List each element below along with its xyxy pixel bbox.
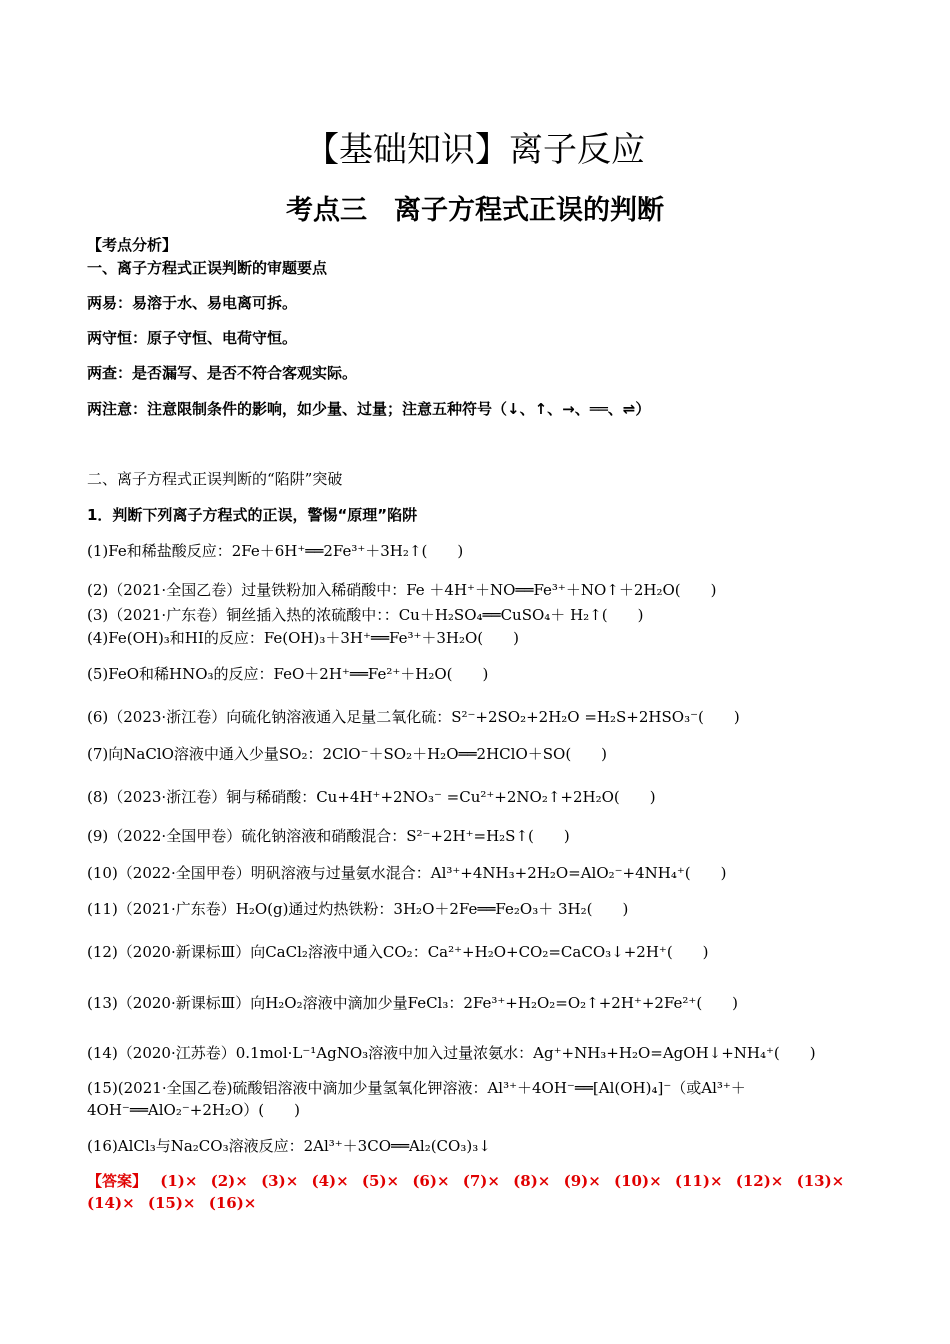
answer-key: 【答案】 (1)× (2)× (3)× (4)× (5)× (6)× (7)× (8)× (9)× (10)× (11)× (12)× (13)× (14)× (15)× (16)× (87, 1172, 845, 1212)
question-item: (1)Fe和稀盐酸反应：2Fe＋6H⁺══2Fe³⁺＋3H₂↑( ) (87, 542, 464, 560)
section1-item: 两查：是否漏写、是否不符合客观实际。 (87, 364, 358, 382)
question-item: (10)（2022·全国甲卷）明矾溶液与过量氨水混合：Al³⁺+4NH₃+2H₂O=AlO₂⁻+4NH₄⁺( ) (87, 864, 727, 882)
question-item: (15)(2021·全国乙卷)硫酸铝溶液中滴加少量氢氧化钾溶液：Al³⁺＋4OH⁻══[Al(OH)₄]⁻（或Al³⁺＋4OH⁻══AlO₂⁻+2H₂O）( ) (87, 1079, 746, 1119)
question-item: (5)FeO和稀HNO₃的反应：FeO＋2H⁺══Fe²⁺＋H₂O( ) (87, 665, 489, 683)
question-item: (13)（2020·新课标Ⅲ）向H₂O₂溶液中滴加少量FeCl₃：2Fe³⁺+H₂O₂=O₂↑+2H⁺+2Fe²⁺( ) (87, 994, 739, 1012)
page-subtitle: 考点三 离子方程式正误的判断 (286, 195, 664, 226)
question-item: (6)（2023·浙江卷）向硫化钠溶液通入足量二氧化硫：S²⁻+2SO₂+2H₂O =H₂S+2HSO₃⁻( ) (87, 708, 740, 726)
section1-item: 两守恒：原子守恒、电荷守恒。 (87, 329, 298, 347)
question-item: (11)（2021·广东卷）H₂O(g)通过灼热铁粉：3H₂O＋2Fe══Fe₂O₃＋ 3H₂( ) (87, 900, 629, 918)
question-item: (12)（2020·新课标Ⅲ）向CaCl₂溶液中通入CO₂：Ca²⁺+H₂O+CO₂=CaCO₃↓+2H⁺( ) (87, 943, 709, 961)
question-item: (2)（2021·全国乙卷）过量铁粉加入稀硝酸中：Fe ＋4H⁺＋NO══Fe³⁺＋NO↑＋2H₂O( ) (87, 581, 717, 599)
question-item: (7)向NaClO溶液中通入少量SO₂：2ClO⁻＋SO₂＋H₂O══2HClO＋SO( ) (87, 745, 608, 763)
question-item: (14)（2020·江苏卷）0.1mol·L⁻¹AgNO₃溶液中加入过量浓氨水：Ag⁺+NH₃+H₂O=AgOH↓+NH₄⁺( ) (87, 1044, 816, 1062)
section1-item: 两注意：注意限制条件的影响，如少量、过量；注意五种符号（↓、↑、→、══、⇌） (87, 400, 651, 418)
question-item: (9)（2022·全国甲卷）硫化钠溶液和硝酸混合：S²⁻+2H⁺=H₂S↑( ) (87, 827, 570, 845)
question-item: (8)（2023·浙江卷）铜与稀硝酸：Cu+4H⁺+2NO₃⁻ =Cu²⁺+2NO₂↑+2H₂O( ) (87, 788, 656, 806)
question-item: (16)AlCl₃与Na₂CO₃溶液反应：2Al³⁺＋3CO══Al₂(CO₃)₃↓ (87, 1137, 491, 1155)
section2-subheading: 1．判断下列离子方程式的正误，警惕“原理”陷阱 (87, 506, 418, 524)
section2-heading: 二、离子方程式正误判断的“陷阱”突破 (87, 470, 343, 488)
question-item: (3)（2021·广东卷）铜丝插入热的浓硫酸中：：Cu＋H₂SO₄══CuSO₄＋ H₂↑( ) (87, 606, 644, 624)
section1-heading: 一、离子方程式正误判断的审题要点 (87, 259, 328, 277)
analysis-heading: 【考点分析】 (87, 236, 178, 254)
section1-item: 两易：易溶于水、易电离可拆。 (87, 294, 298, 312)
question-item: (4)Fe(OH)₃和HI的反应：Fe(OH)₃＋3H⁺══Fe³⁺＋3H₂O( ) (87, 629, 520, 647)
page-title: 【基础知识】离子反应 (305, 130, 645, 170)
